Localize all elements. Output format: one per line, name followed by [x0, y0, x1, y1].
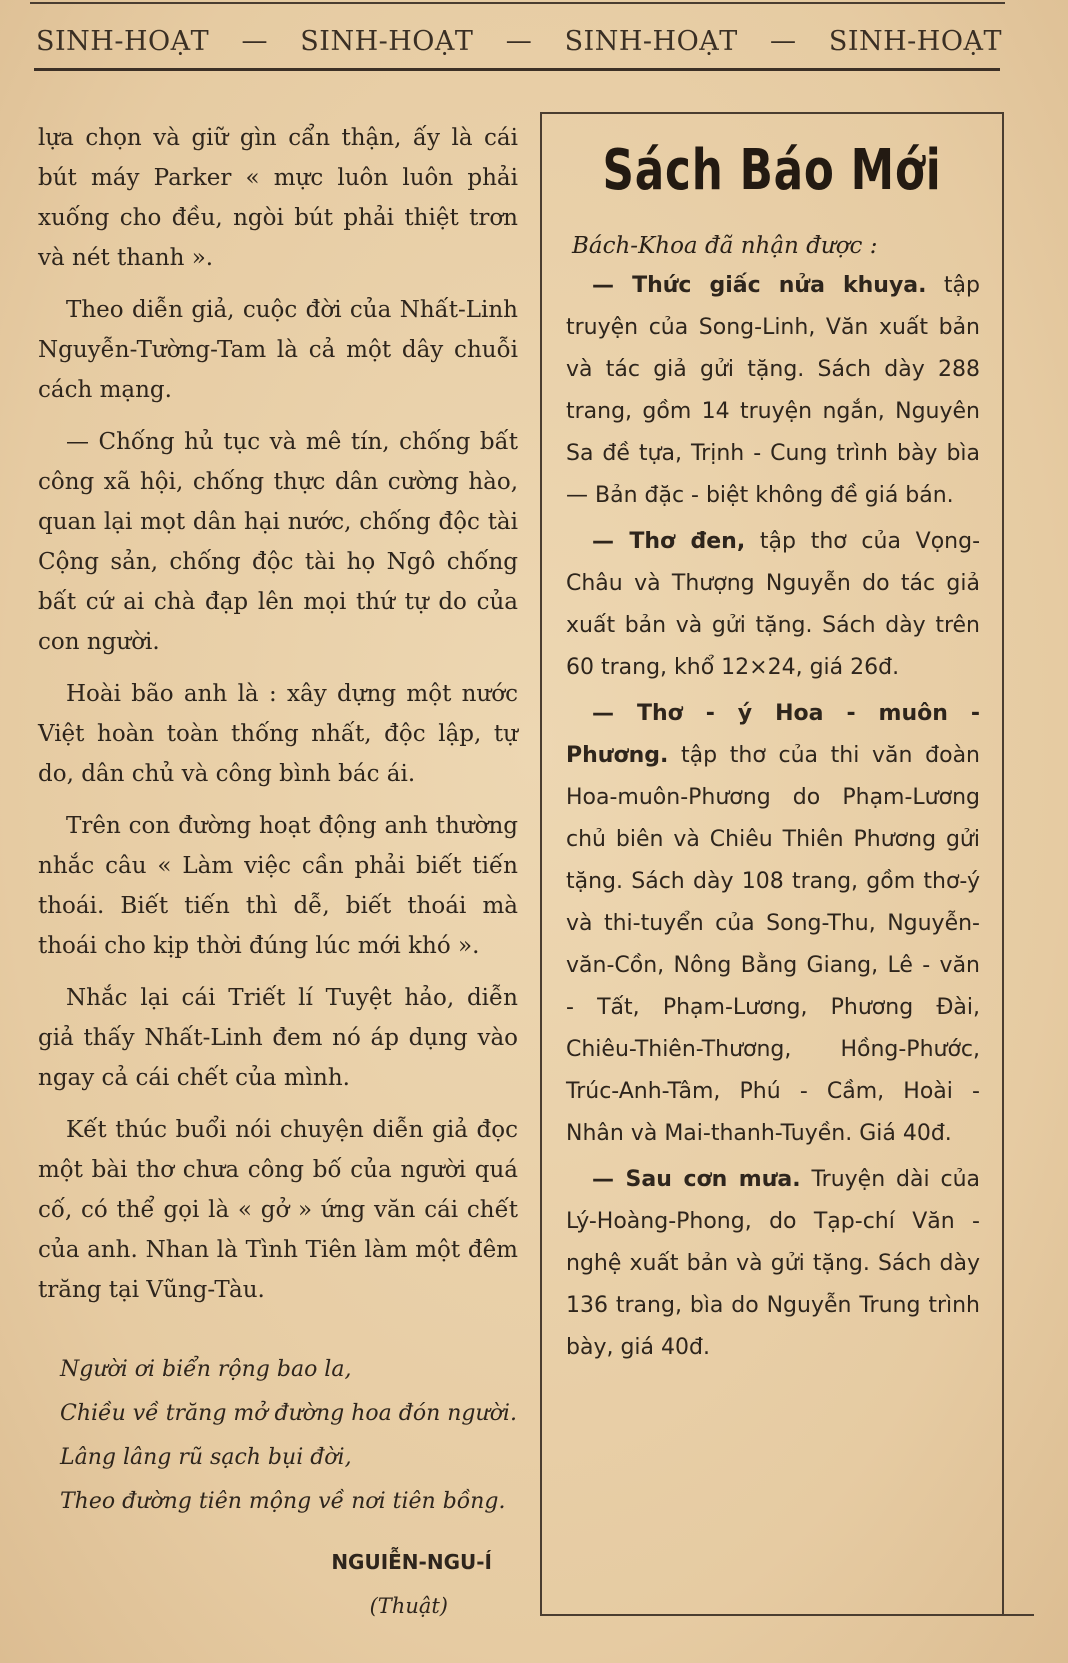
article-paragraph: Kết thúc buổi nói chuyện diễn giả đọc một bài thơ chưa công bố của người quá cố, có thể gọi là « gở » ứng văn cái chết của anh. Nhan là Tình Tiên làm một đêm trăng tại Vũng-Tàu.: [38, 1117, 518, 1303]
poem-line: Chiều về trăng mở đường hoa đón người.: [60, 1401, 517, 1426]
book-description: tập truyện của Song-Linh, Văn xuất bản và tác giả gửi tặng. Sách dày 288 trang, gồm 14 truyện ngắn, Nguyên Sa đề tựa, Trịnh - Cung trình bày bìa — Bản đặc - biệt không đề giá bán.: [566, 273, 980, 508]
article-paragraph: lựa chọn và giữ gìn cẩn thận, ấy là cái bút máy Parker « mực luôn luôn phải xuống cho đều, ngòi bút phải thiệt trơn và nét thanh ».: [38, 125, 518, 271]
poem: [60, 1348, 518, 1524]
article-paragraph: — Chống hủ tục và mê tín, chống bất công xã hội, chống thực dân cường hào, quan lại mọt dân hại nước, chống độc tài Cộng sản, chống độc tài họ Ngô chống bất cứ ai chà đạp lên mọi thứ tự do của con người.: [38, 429, 518, 655]
book-entry: [566, 265, 980, 517]
article-paragraph: Nhắc lại cái Triết lí Tuyệt hảo, diễn giả thấy Nhất-Linh đem nó áp dụng vào ngay cả cái chết của mình.: [38, 985, 518, 1091]
book-title: — Thơ đen,: [592, 529, 746, 554]
header-separator: —: [241, 26, 268, 56]
top-edge-rule: [30, 2, 1005, 4]
header-item: SINH-HOẠT: [564, 25, 738, 57]
header-separator: —: [770, 26, 797, 56]
poem-line: Theo đường tiên mộng về nơi tiên bồng.: [60, 1489, 506, 1514]
book-title: — Thơ - ý Hoa - muôn - Phương.: [566, 701, 980, 768]
box-title: Sách Báo Mới: [602, 138, 942, 203]
article-paragraph: Trên con đường hoạt động anh thường nhắc câu « Làm việc cần phải biết tiến thoái. Biết tiến thì dễ, biết thoái mà thoái cho kịp thời đúng lúc mới khó ».: [38, 813, 518, 959]
book-entry: [566, 693, 980, 1155]
box-intro: Bách-Khoa đã nhận được :: [572, 233, 878, 259]
signature-note: (Thuật): [369, 1594, 448, 1618]
header-item: SINH-HOẠT: [36, 25, 210, 57]
book-description: tập thơ của thi văn đoàn Hoa-muôn-Phương do Phạm-Lương chủ biên và Chiêu Thiên Phương gửi tặng. Sách dày 108 trang, gồm thơ-ý và thi-tuyển của Song-Thu, Nguyễn-văn-Cồn, Nông Bằng Giang, Lê - văn - Tất, Phạm-Lương, Phương Đài, Chiêu-Thiên-Thương, Hồng-Phước, Trúc-Anh-Tâm, Phú - Cầm, Hoài - Nhân và Mai-thanh-Tuyền. Giá 40đ.: [566, 743, 980, 1146]
header-item: SINH-HOẠT: [828, 25, 1002, 57]
header-separator: —: [505, 26, 533, 56]
article-column: [38, 118, 518, 1626]
new-books-box: [540, 112, 1004, 1616]
article-paragraph: Hoài bão anh là : xây dựng một nước Việt hoàn toàn thống nhất, độc lập, tự do, dân chủ và công bình bác ái.: [38, 681, 518, 787]
book-entry: [566, 1159, 980, 1369]
article-paragraph: Theo diễn giả, cuộc đời của Nhất-Linh Nguyễn-Tường-Tam là cả một dây chuỗi cách mạng.: [38, 297, 518, 403]
box-bottom-rule: [540, 1614, 1034, 1616]
book-title: — Thức giấc nửa khuya.: [592, 273, 927, 298]
book-description: tập thơ của Vọng-Châu và Thượng Nguyễn do tác giả xuất bản và gửi tặng. Sách dày trên 60 trang, khổ 12×24, giá 26đ.: [566, 529, 981, 680]
header-item: SINH-HOẠT: [300, 25, 474, 57]
book-description: Truyện dài của Lý-Hoàng-Phong, do Tạp-chí Văn - nghệ xuất bản và gửi tặng. Sách dày 136 trang, bìa do Nguyễn Trung trình bày, giá 40đ.: [566, 1167, 981, 1360]
author-signature: NGUIỄN-NGU-Í: [331, 1550, 492, 1574]
book-list: [542, 265, 1002, 1369]
poem-line: Lâng lâng rũ sạch bụi đời,: [60, 1445, 352, 1470]
poem-line: Người ơi biển rộng bao la,: [60, 1357, 352, 1382]
running-header: [36, 18, 1002, 64]
book-title: — Sau cơn mưa.: [592, 1167, 801, 1192]
book-entry: [566, 521, 980, 689]
header-rule: [34, 68, 1000, 71]
